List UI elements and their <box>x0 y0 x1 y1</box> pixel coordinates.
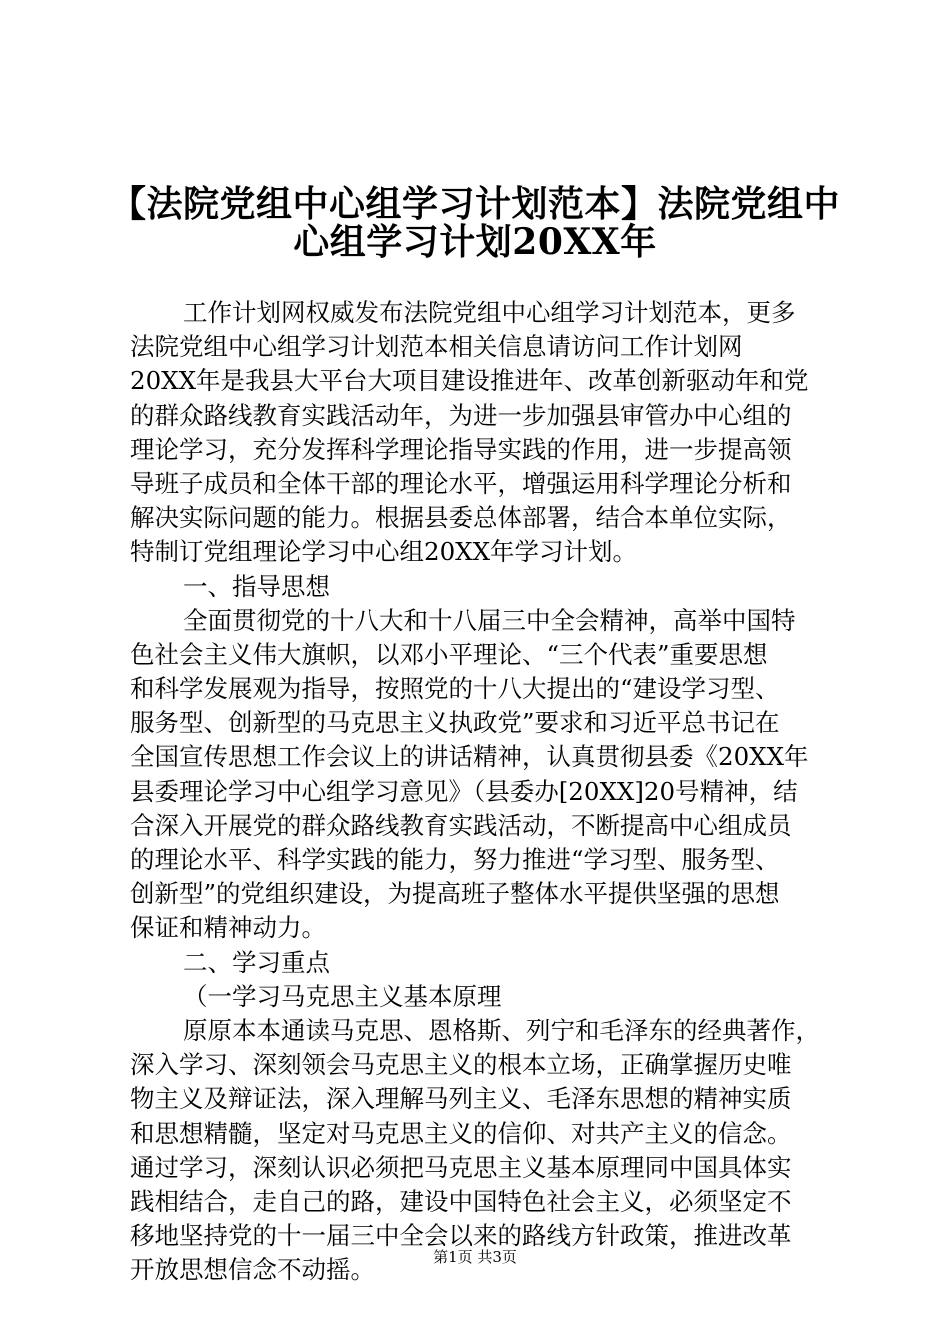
body-line: 通过学习，深刻认识必须把马克思主义基本原理同中国具体实 <box>130 1152 792 1182</box>
body-line: 工作计划网权威发布法院党组中心组学习计划范本，更多 <box>183 298 796 327</box>
body-line: 解决实际问题的能力。根据县委总体部署，结合本单位实际， <box>130 503 792 533</box>
body-line: 保证和精神动力。 <box>130 913 326 943</box>
body-line: 全面贯彻党的十八大和十八届三中全会精神，高举中国特 <box>183 605 796 635</box>
body-line: 和科学发展观为指导，按照党的十八大提出的“建设学习型、 <box>130 674 780 704</box>
body-line: 20XX年是我县大平台大项目建设推进年、改革创新驱动年和党 <box>130 366 809 396</box>
body-line: （一学习马克思主义基本原理 <box>183 981 502 1011</box>
body-line: 的群众路线教育实践活动年，为进一步加强县审管办中心组的 <box>130 400 792 430</box>
body-line: 原原本本通读马克思、恩格斯、列宁和毛泽东的经典著作， <box>183 1015 820 1045</box>
body-line: 合深入开展党的群众路线教育实践活动，不断提高中心组成员 <box>130 810 792 840</box>
body-line: 物主义及辩证法，深入理解马列主义、毛泽东思想的精神实质 <box>130 1084 792 1114</box>
body-line: 深入学习、深刻领会马克思主义的根本立场，正确掌握历史唯 <box>130 1050 792 1080</box>
body-line: 法院党组中心组学习计划范本相关信息请访问工作计划网 <box>130 332 743 362</box>
body-line: 的理论水平、科学实践的能力，努力推进“学习型、服务型、 <box>130 845 780 874</box>
body-line: 色社会主义伟大旗帜，以邓小平理论、“三个代表”重要思想 <box>130 639 768 669</box>
body-line: 理论学习，充分发挥科学理论指导实践的作用，进一步提高领 <box>130 434 792 464</box>
body-line: 践相结合，走自己的路，建设中国特色社会主义，必须坚定不 <box>130 1186 792 1216</box>
body-line: 开放思想信念不动摇。 <box>130 1255 375 1285</box>
body-line: 全国宣传思想工作会议上的讲话精神，认真贯彻县委《20XX年 <box>130 742 809 772</box>
body-line: 和思想精髓，坚定对马克思主义的信仰、对共产主义的信念。 <box>130 1118 792 1148</box>
body-line: 导班子成员和全体干部的理论水平，增强运用科学理论分析和 <box>130 468 792 498</box>
body-line: 一、指导思想 <box>183 571 330 601</box>
document-body <box>130 296 830 1287</box>
body-line: 二、学习重点 <box>183 947 330 977</box>
body-line: 县委理论学习中心组学习意见》（县委办[20XX]20号精神，结 <box>130 776 798 806</box>
body-line: 服务型、创新型的马克思主义执政党”要求和习近平总书记在 <box>130 708 780 738</box>
body-line: 特制订党组理论学习中心组20XX年学习计划。 <box>130 537 638 567</box>
page-footer: 第1页 共3页 <box>433 1248 517 1266</box>
document-title-line-2: 心组学习计划20XX年 <box>293 221 657 263</box>
document-title-line-1: 【法院党组中心组学习计划范本】法院党组中 <box>109 183 840 225</box>
body-line: 移地坚持党的十一届三中全会以来的路线方针政策，推进改革 <box>130 1221 792 1251</box>
body-line: 创新型”的党组织建设，为提高班子整体水平提供坚强的思想 <box>130 879 780 909</box>
